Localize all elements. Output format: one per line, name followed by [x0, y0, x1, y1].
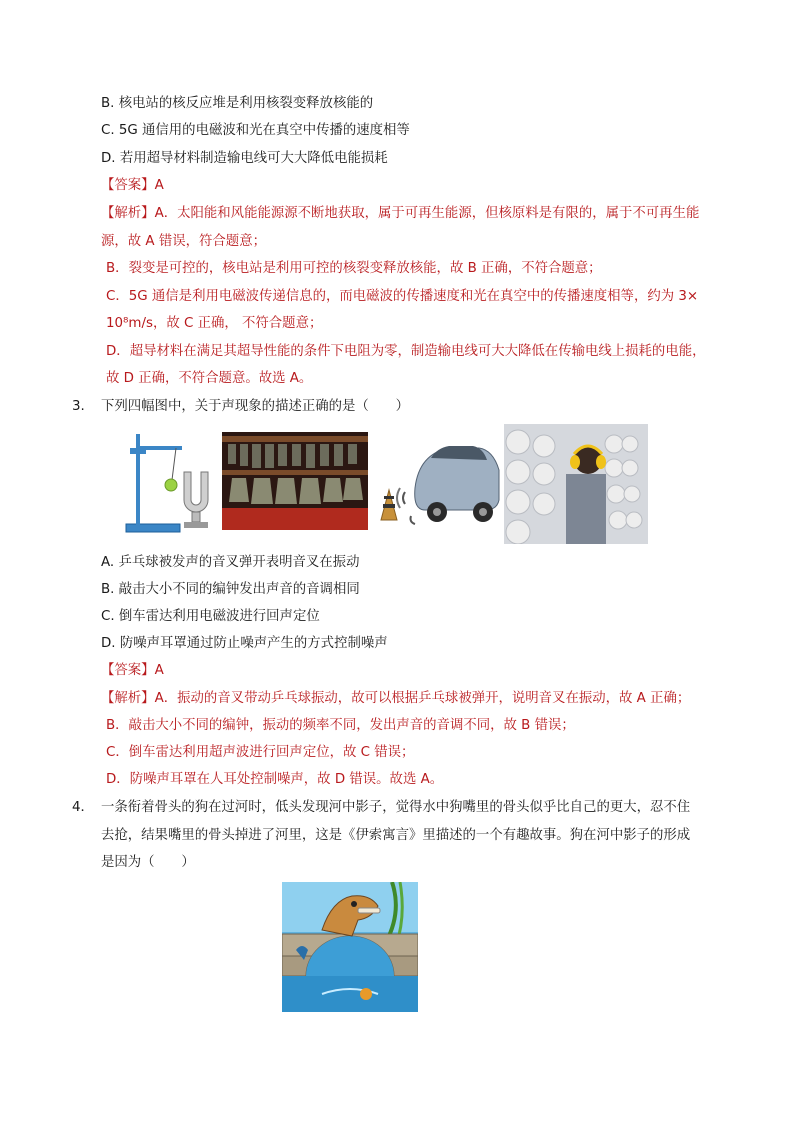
q3-analysis-d: D．防噪声耳罩在人耳处控制噪声，故 D 错误。故选 A。: [106, 772, 444, 787]
q2-option-d: D. 若用超导材料制造输电线可大大降低电能损耗: [101, 151, 388, 166]
q3-number: 3.: [72, 399, 85, 414]
q3-stem: 下列四幅图中，关于声现象的描述正确的是（ ）: [101, 399, 409, 414]
reversing-car-radar-figure: [375, 428, 503, 530]
q3-option-c: C. 倒车雷达利用电磁波进行回声定位: [101, 609, 320, 624]
q2-analysis-c-2: 10⁸m/s，故 C 正确， 不符合题意；: [106, 316, 323, 331]
q3-option-b: B. 敲击大小不同的编钟发出声音的音调相同: [101, 582, 360, 597]
q3-option-d: D. 防噪声耳罩通过防止噪声产生的方式控制噪声: [101, 636, 388, 651]
q3-answer: [101, 660, 164, 682]
q2-option-c: C. 5G 通信用的电磁波和光在真空中传播的速度相等: [101, 123, 410, 138]
q4-stem-3: 是因为（ ）: [101, 855, 195, 870]
answer-tag: 【答案】: [101, 178, 155, 193]
q2-answer: [101, 175, 164, 197]
q4-number: 4．: [72, 800, 94, 815]
answer-tag: 【答案】: [101, 663, 155, 678]
answer-value: A: [154, 178, 164, 193]
q2-option-b: B. 核电站的核反应堆是利用核裂变释放核能的: [101, 96, 374, 111]
q3-analysis-c: C．倒车雷达利用超声波进行回声定位，故 C 错误；: [106, 745, 415, 760]
tuning-fork-figure: [124, 428, 216, 534]
analysis-text: A．太阳能和风能能源源不断地获取，属于可再生能源，但核原料是有限的，属于不可再生能: [154, 206, 700, 221]
q2-analysis-d-2: 故 D 正确，不符合题意。故选 A。: [106, 371, 313, 386]
analysis-tag: 【解析】: [101, 206, 155, 221]
q2-analysis-a-2: 源，故 A 错误，符合题意；: [101, 234, 266, 249]
q2-analysis-a-1: [101, 203, 699, 225]
q4-stem-2: 去抢，结果嘴里的骨头掉进了河里，这是《伊索寓言》里描述的一个有趣故事。狗在河中影子的形成: [101, 828, 691, 843]
dog-on-bridge-illustration: [282, 882, 418, 1012]
q2-analysis-c-1: C．5G 通信是利用电磁波传递信息的，而电磁波的传播速度和光在真空中的传播速度相等，约为 3×: [106, 289, 699, 304]
analysis-text: A．振动的音叉带动乒乓球振动，故可以根据乒乓球被弹开，说明音叉在振动，故 A 正确；: [154, 691, 691, 706]
q3-option-a: A. 乒乓球被发声的音叉弹开表明音叉在振动: [101, 555, 360, 570]
q3-analysis-b: B．敲击大小不同的编钟，振动的频率不同，发出声音的音调不同，故 B 错误；: [106, 718, 575, 733]
q2-analysis-d-1: D．超导材料在满足其超导性能的条件下电阻为零，制造输电线可大大降低在传输电线上损耗的电能，: [106, 344, 706, 359]
answer-value: A: [154, 663, 164, 678]
analysis-tag: 【解析】: [101, 691, 155, 706]
bianzhong-bells-photo: [222, 432, 368, 530]
q4-stem-1: 一条衔着骨头的狗在过河时，低头发现河中影子，觉得水中狗嘴里的骨头似乎比自己的更大，忍不住: [101, 800, 691, 815]
earmuff-worker-photo: [504, 424, 648, 544]
q3-analysis-a: [101, 688, 690, 710]
q2-analysis-b: B．裂变是可控的，核电站是利用可控的核裂变释放核能，故 B 正确，不符合题意；: [106, 261, 602, 276]
